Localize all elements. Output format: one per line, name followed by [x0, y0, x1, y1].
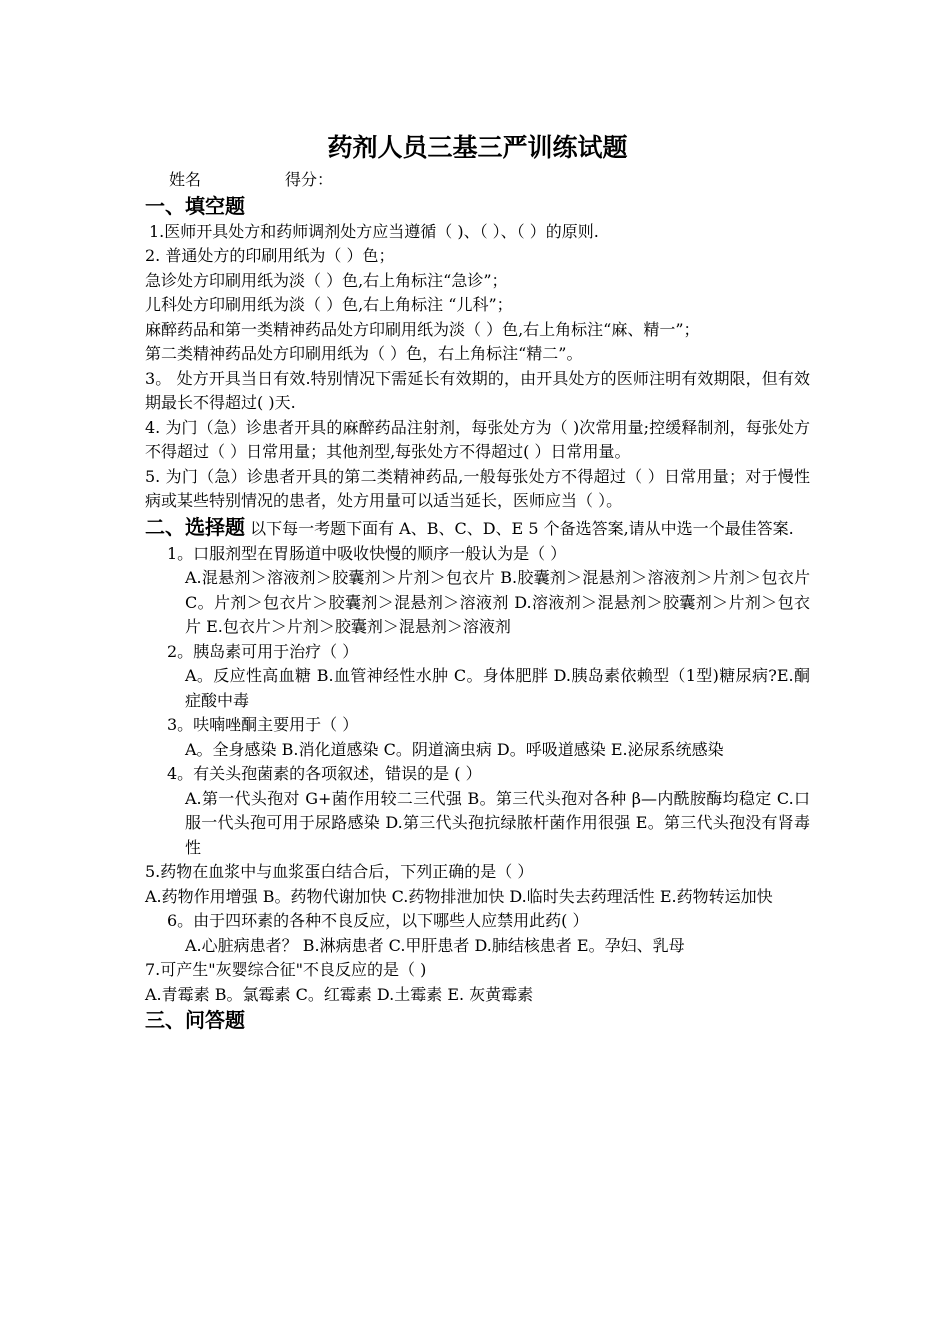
fill-q4: 4. 为门（急）诊患者开具的麻醉药品注射剂，每张处方为（ )次常用量;控缓释制剂，每张处方不得超过（ ）日常用量；其他剂型,每张处方不得超过( ）日常用量。 — [145, 417, 810, 461]
fill-q2-narcotic: 麻醉药品和第一类精神药品处方印刷用纸为淡（ ）色,右上角标注“麻、精一”； — [145, 319, 700, 339]
choice-q4: 4。有关头孢菌素的各项叙述，错误的是 ( ） — [167, 764, 482, 783]
choice-q3-options: A。全身感染 B.消化道感染 C。阴道滴虫病 D。呼吸道感染 E.泌尿系统感染 — [185, 739, 724, 759]
choice-q1: 1。口服剂型在胃肠道中吸收快慢的顺序一般认为是（ ） — [167, 543, 567, 563]
section-choice-heading — [145, 514, 810, 542]
choice-q2: 2。胰岛素可用于治疗（ ） — [167, 641, 359, 661]
fill-q1: 1.医师开具处方和药师调剂处方应当遵循（ )、（ ）、（ ）的原则. — [149, 221, 599, 241]
choice-q7-options: A.青霉素 B。氯霉素 C。红霉素 D.土霉素 E. 灰黄霉素 — [145, 984, 534, 1004]
document-page — [145, 128, 810, 1034]
fill-q5: 5. 为门（急）诊患者开具的第二类精神药品,一般每张处方不得超过（ ）日常用量；对于慢性病或某些特别情况的患者，处方用量可以适当延长，医师应当（ ）。 — [145, 466, 810, 510]
page-title: 药剂人员三基三严训练试题 — [327, 133, 628, 162]
section-qa-heading: 三、问答题 — [145, 1008, 245, 1032]
choice-q3: 3。呋喃唑酮主要用于（ ） — [167, 715, 359, 734]
name-score-line — [145, 168, 810, 193]
choice-q6: 6。由于四环素的各种不良反应，以下哪些人应禁用此药( ） — [167, 911, 589, 930]
name-label: 姓名 — [169, 170, 202, 189]
fill-q2: 2. 普通处方的印刷用纸为（ ）色； — [145, 246, 395, 265]
fill-q2-pediatric: 儿科处方印刷用纸为淡（ ）色,右上角标注 “儿科”； — [145, 295, 513, 314]
choice-q5: 5.药物在血浆中与血浆蛋白结合后，下列正确的是（ ） — [145, 862, 534, 881]
choice-q4-options: A.第一代头孢对 G+菌作用较二三代强 B。第三代头孢对各种 β—内酰胺酶均稳定 C.口服一代头孢可用于尿路感染 D.第三代头孢抗绿脓杆菌作用很强 E。第三代头孢没有肾毒性 — [185, 788, 810, 857]
choice-q1-options: A.混悬剂＞溶液剂＞胶囊剂＞片剂＞包衣片 B.胶囊剂＞混悬剂＞溶液剂＞片剂＞包衣片 C。片剂＞包衣片＞胶囊剂＞混悬剂＞溶液剂 D.溶液剂＞混悬剂＞胶囊剂＞片剂＞包衣片 E.包衣片＞片剂＞胶囊剂＞混悬剂＞溶液剂 — [185, 568, 810, 636]
fill-q2-emergency: 急诊处方印刷用纸为淡（ ）色,右上角标注“急诊”； — [145, 270, 508, 290]
fill-q2-psychotropic: 第二类精神药品处方印刷用纸为（ ）色，右上角标注“精二”。 — [145, 344, 583, 363]
choice-q2-options: A。反应性高血糖 B.血管神经性水肿 C。身体肥胖 D.胰岛素依赖型（1型)糖尿病?E.酮症酸中毒 — [185, 666, 810, 710]
section-choice-title: 二、选择题 — [145, 514, 245, 539]
fill-q3: 3。 处方开具当日有效.特别情况下需延长有效期的，由开具处方的医师注明有效期限，但有效期最长不得超过( )天. — [145, 368, 810, 412]
section-fill-in-heading: 一、填空题 — [145, 193, 245, 218]
section-choice-intro: 以下每一考题下面有 A、B、C、D、E 5 个备选答案,请从中选一个最佳答案. — [245, 518, 794, 538]
choice-q5-options: A.药物作用增强 B。药物代谢加快 C.药物排泄加快 D.临时失去药理活性 E.药物转运加快 — [145, 886, 773, 906]
choice-q6-options: A.心脏病患者？ B.淋病患者 C.甲肝患者 D.肺结核患者 E。孕妇、乳母 — [185, 935, 685, 955]
score-label: 得分： — [285, 170, 334, 189]
choice-q7: 7.可产生"灰婴综合征"不良反应的是（ ) — [145, 960, 427, 979]
